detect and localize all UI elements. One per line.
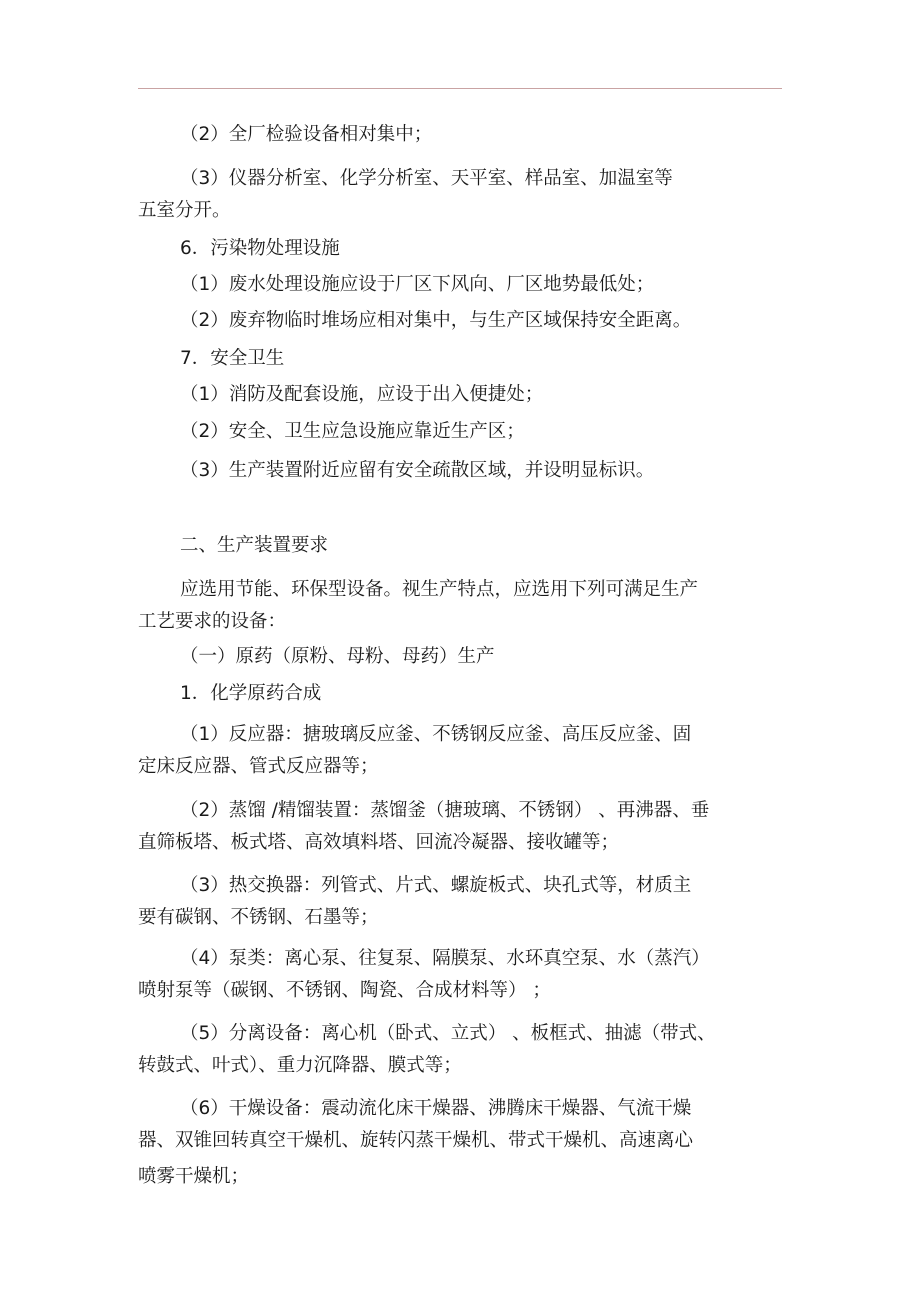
text-line: （6）干燥设备：震动流化床干燥器、沸腾床干燥器、气流干燥 — [180, 1098, 692, 1119]
paragraph — [180, 719, 691, 751]
paragraph — [180, 379, 543, 411]
text-line: 五室分开。 — [138, 200, 231, 221]
text-line: 应选用节能、环保型设备。视生产特点，应选用下列可满足生产 — [180, 579, 699, 600]
text-line: （2）全厂检验设备相对集中； — [180, 124, 433, 145]
paragraph — [180, 305, 691, 337]
text-line: 工艺要求的设备： — [138, 611, 287, 632]
paragraph-continuation — [138, 1161, 249, 1193]
paragraph-continuation — [138, 195, 231, 227]
paragraph-continuation — [138, 606, 286, 638]
text-line: （2）安全、卫生应急设施应靠近生产区； — [180, 421, 525, 442]
paragraph — [180, 163, 673, 195]
paragraph — [180, 574, 698, 606]
text-line: （1）废水处理设施应设于厂区下风向、厂区地势最低处； — [180, 274, 655, 295]
paragraph-continuation — [138, 751, 379, 783]
text-line: （5）分离设备：离心机（卧式、立式） 、板框式、抽滤（带式、 — [180, 1023, 716, 1044]
text-line: 喷雾干燥机； — [138, 1166, 250, 1187]
paragraph — [180, 416, 525, 448]
text-line: （3）仪器分析室、化学分析室、天平室、样品室、加温室等 — [180, 168, 673, 189]
text-line: 要有碳钢、不锈钢、石墨等； — [138, 907, 379, 928]
paragraph-continuation — [138, 975, 551, 1007]
text-line: （一）原药（原粉、母粉、母药）生产 — [180, 646, 495, 667]
text-line: 1．化学原药合成 — [180, 683, 322, 704]
text-line: （2）蒸馏 /精馏装置：蒸馏釜（搪玻璃、不锈钢） 、再沸器、垂 — [180, 800, 710, 821]
text-line: 喷射泵等（碳钢、不锈钢、陶瓷、合成材料等） ； — [138, 980, 551, 1001]
text-line: （1）反应器：搪玻璃反应釜、不锈钢反应釜、高压反应釜、固 — [180, 724, 692, 745]
paragraph-continuation — [138, 1125, 693, 1157]
paragraph-continuation — [138, 1050, 462, 1082]
paragraph — [180, 795, 709, 827]
text-line: 二、生产装置要求 — [180, 535, 329, 556]
section-heading — [180, 343, 284, 375]
text-line: 7．安全卫生 — [180, 348, 285, 369]
paragraph — [180, 455, 654, 487]
text-line: 器、双锥回转真空干燥机、旋转闪蒸干燥机、带式干燥机、高速离心 — [138, 1130, 694, 1151]
chapter-heading — [180, 530, 328, 562]
paragraph — [180, 943, 710, 975]
section-heading — [180, 233, 340, 265]
text-line: （3）热交换器：列管式、片式、螺旋板式、块孔式等，材质主 — [180, 875, 692, 896]
text-line: （2）废弃物临时堆场应相对集中，与生产区域保持安全距离。 — [180, 310, 692, 331]
section-heading — [180, 678, 321, 710]
paragraph — [180, 1093, 691, 1125]
text-line: （4）泵类：离心泵、往复泵、隔膜泵、水环真空泵、水（蒸汽） — [180, 948, 710, 969]
text-line: 定床反应器、管式反应器等； — [138, 756, 379, 777]
paragraph-continuation — [138, 902, 379, 934]
text-line: （1）消防及配套设施，应设于出入便捷处； — [180, 384, 544, 405]
paragraph — [180, 269, 654, 301]
header-rule — [138, 88, 782, 89]
text-line: 转鼓式、叶式）、重力沉降器、膜式等； — [138, 1055, 462, 1076]
paragraph — [180, 1018, 716, 1050]
paragraph-continuation — [138, 827, 619, 859]
subsection-heading — [180, 641, 495, 673]
text-line: 6．污染物处理设施 — [180, 238, 340, 259]
paragraph — [180, 870, 691, 902]
text-line: 直筛板塔、板式塔、高效填料塔、回流冷凝器、接收罐等； — [138, 832, 620, 853]
paragraph — [180, 119, 432, 151]
text-line: （3）生产装置附近应留有安全疏散区域，并设明显标识。 — [180, 460, 655, 481]
